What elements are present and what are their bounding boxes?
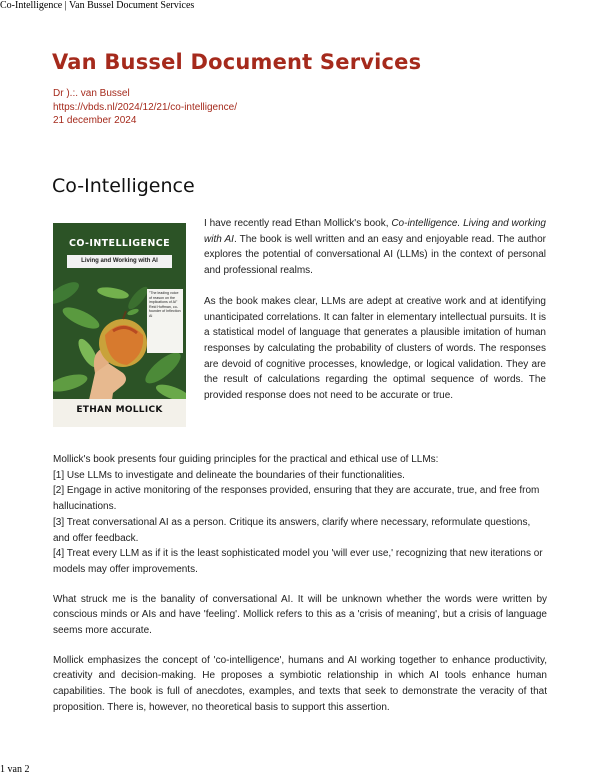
post-meta — [53, 87, 237, 128]
article-body — [53, 452, 547, 716]
site-title[interactable]: Van Bussel Document Services — [52, 50, 422, 74]
print-header: Co-Intelligence | Van Bussel Document Services — [0, 0, 195, 11]
paragraph-banality: What struck me is the banality of conversational AI. It will be unknown whether the words were written by conscious minds or AIs and have 'feeling'. Mollick refers to this as a 'crisis of meaning', but a crisis of language seems more accurate. — [53, 593, 547, 637]
book-cover-image — [53, 223, 186, 427]
post-author: Dr ).:. van Bussel — [53, 88, 130, 99]
intro-paragraph-1: I have recently read Ethan Mollick's book, Co-intelligence. Living and working with AI. The book is well written and an easy and enjoyable read. The author explores the potential of conversational AI (LLMs) in the context of personal and professional realms. — [204, 218, 547, 277]
cover-subtitle: Living and Working with AI — [67, 255, 172, 268]
cover-title: CO-INTELLIGENCE — [69, 238, 170, 249]
principle-4: [4] Treat every LLM as if it is the least sophisticated model you 'will ever use,' recognizing that new iterations or models may offer improvements. — [53, 548, 543, 575]
principles-lead: Mollick's book presents four guiding principles for the practical and ethical use of LLMs: — [53, 454, 439, 465]
post-url[interactable]: https://vbds.nl/2024/12/21/co-intelligence/ — [53, 101, 238, 113]
principle-2: [2] Engage in active monitoring of the responses provided, ensuring that they are accurate, true, and free from hallucinations. — [53, 485, 540, 513]
post-date: 21 december 2024 — [53, 115, 137, 126]
principle-3: [3] Treat conversational AI as a person. Critique its answers, clarify where necessary, reformulate questions, and offer feedback. — [53, 516, 531, 544]
page-number: 1 van 2 — [0, 764, 30, 775]
paragraph-co-intelligence: Mollick emphasizes the concept of 'co-intelligence', humans and AI working together to enhance productivity, creativity and decision-making. He proposes a symbiotic relationship in which AI tools enhance human capabilities. The book is full of anecdotes, examples, and texts that seek to demonstrate the veracity of that proposition. There is, however, no theoretical basis to support this assertion. — [53, 654, 547, 713]
principle-1: [1] Use LLMs to investigate and delineate the boundaries of their functionalities. — [53, 469, 405, 481]
cover-blurb: "The leading voice of reason on the implications of AI" Reid Hoffman, co-founder of Inflection AI — [147, 289, 183, 353]
post-title: Co-Intelligence — [52, 175, 195, 197]
intro-text — [204, 216, 546, 418]
intro-paragraph-2: As the book makes clear, LLMs are adept at creative work and at identifying unanticipated correlations. It can falter in elementary intellectual pursuits. It is a statistical model of language that generates a plausible imitation of human responses by calculating the probability of clusters of words. The responses are devoid of cognitive processes, knowledge, or logical validation. They are the result of calculations regarding the optimal sequence of words. The provided response does not need to be accurate or true. — [204, 295, 546, 402]
cover-author: ETHAN MOLLICK — [76, 405, 163, 415]
book-title-italic: Co-intelligence. Living and working with AI — [204, 218, 546, 245]
